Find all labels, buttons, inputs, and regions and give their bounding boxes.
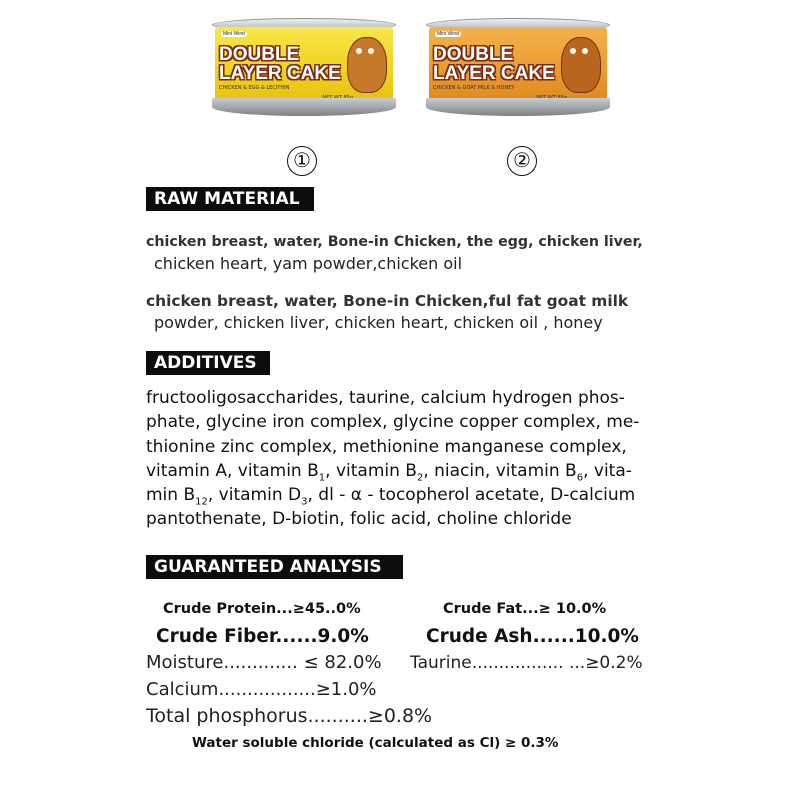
additives-text: [146, 386, 666, 532]
crude-fiber-value: Crude Fiber......9.0%: [156, 626, 369, 647]
raw-material-line: chicken heart, yam powder,chicken oil: [154, 254, 463, 273]
can-title-line1: DOUBLE: [219, 44, 300, 65]
additives-line: pantothenate, D-biotin, folic acid, choline chloride: [146, 509, 572, 530]
additives-line: phate, glycine iron complex, glycine copper complex, me-: [146, 412, 640, 433]
taurine-value: Taurine................. ...≥0.2%: [410, 653, 643, 673]
raw-material-item-2: [146, 290, 666, 334]
raw-material-item-1: [146, 231, 666, 275]
can-title-line2: LAYER CAKE: [219, 63, 341, 84]
product-can-1: [212, 18, 396, 116]
brand-logo: Mini Wind: [437, 31, 459, 37]
total-phosphorus-value: Total phosphorus..........≥0.8%: [146, 705, 433, 727]
can-title: [219, 45, 359, 83]
product-number-2: ②: [507, 146, 537, 176]
guaranteed-analysis-heading: GUARANTEED ANALYSIS: [146, 555, 403, 579]
can-title-line1: DOUBLE: [433, 44, 514, 65]
brand-logo: Mini Wind: [223, 31, 245, 37]
can-base: [212, 98, 396, 116]
additives-line: $\min B_{12}$, vitamin $D_3$, dl - α - tocopherol acetate, D-calcium: [146, 485, 636, 508]
crude-protein-value: Crude Protein...≥45..0%: [163, 601, 361, 617]
can-flavor: CHICKEN & GOAT MILK & HONEY: [433, 85, 515, 91]
can-label: [215, 27, 393, 101]
can-label: [429, 27, 607, 101]
additives-line: vitamin A, vitamin $B_1$, vitamin $B_2$, niacin, vitamin $B_6$, vita-: [146, 460, 632, 484]
product-can-2: [426, 18, 610, 116]
raw-material-line: chicken breast, water, Bone-in Chicken, the egg, chicken liver,: [146, 234, 643, 250]
crude-fat-value: Crude Fat...≥ 10.0%: [443, 601, 607, 617]
moisture-value: Moisture............. ≤ 82.0%: [146, 652, 382, 673]
raw-material-line: chicken breast, water, Bone-in Chicken,ful fat goat milk: [146, 292, 629, 310]
can-title: [433, 45, 573, 83]
mascot-icon: [347, 37, 387, 93]
raw-material-line: powder, chicken liver, chicken heart, chicken oil , honey: [154, 313, 603, 332]
can-base: [426, 98, 610, 116]
mascot-icon: [561, 37, 601, 93]
product-number-1: ①: [287, 146, 317, 176]
crude-ash-value: Crude Ash......10.0%: [426, 626, 639, 647]
additives-line: thionine zinc complex, methionine manganese complex,: [146, 436, 627, 457]
additives-line: fructooligosaccharides, taurine, calcium hydrogen phos-: [146, 388, 625, 408]
raw-material-heading: RAW MATERIAL: [146, 187, 314, 211]
water-soluble-chloride-value: Water soluble chloride (calculated as Cl) ≥ 0.3%: [192, 735, 559, 751]
can-flavor: CHICKEN & EGG & LECITHIN: [219, 85, 290, 91]
calcium-value: Calcium.................≥1.0%: [146, 679, 377, 700]
additives-heading: ADDITIVES: [146, 351, 270, 375]
can-title-line2: LAYER CAKE: [433, 63, 555, 84]
